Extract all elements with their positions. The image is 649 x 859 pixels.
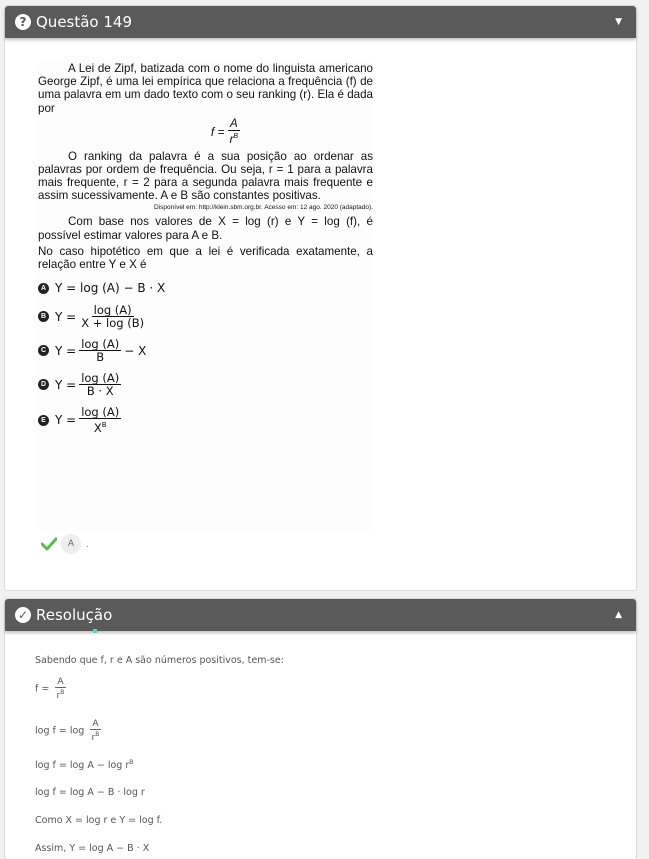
resolution-step-4: log f = log A − B · log r: [35, 787, 145, 798]
question-paragraph-3: Com base nos valores de X = log (r) e Y = log (f), é possível estimar valores para A e B.: [38, 215, 373, 242]
check-circle-icon: ✓: [15, 607, 31, 623]
resolution-title: Resolução: [36, 606, 113, 624]
expand-caret-icon[interactable]: ▲: [615, 610, 622, 620]
question-panel-header[interactable]: [5, 6, 636, 38]
question-circle-icon: ?: [15, 14, 31, 30]
option-e[interactable]: E Y = $\frac{\log (A)}{X^B}$: [38, 406, 373, 434]
checkmark-icon: [41, 537, 57, 551]
question-paragraph-2: O ranking da palavra é a sua posição ao ordenar as palavras por ordem de frequência. Ou seja, r = 1 para a palavra mais frequente, r = 2 para a segunda palavra mais frequente e assim sucessivamente. A e B são constantes positivas.: [38, 149, 373, 203]
option-c[interactable]: C Y = $\frac{\log (A)}{B}$ − X: [38, 338, 373, 363]
option-d[interactable]: D Y = $\frac{\log (A)}{B \cdot X}$: [38, 372, 373, 397]
cursor-marker: [93, 629, 97, 633]
question-panel: [4, 5, 637, 591]
resolution-step-1: f = $\frac{A}{r^B}$: [35, 677, 65, 701]
answer-badge: A: [61, 534, 81, 554]
question-prompt: No caso hipotético em que a lei é verificada exatamente, a relação entre Y e X é: [38, 244, 373, 272]
answer-row: [41, 534, 89, 554]
resolution-step-6: Assim, Y = log A − B · X: [35, 843, 150, 854]
resolution-step-5: Como X = log r e Y = log f.: [35, 815, 163, 826]
option-b[interactable]: B Y = $\frac{\log (A)}{X + \log (B)}$: [38, 304, 373, 329]
source-citation: Disponível em: http://klein.sbm.org.br. Acesso em: 12 ago. 2020 (adaptado).: [154, 204, 373, 212]
collapse-caret-icon[interactable]: ▼: [615, 17, 622, 27]
question-title: Questão 149: [36, 13, 133, 31]
answer-suffix: .: [86, 538, 89, 550]
question-paragraph-1: A Lei de Zipf, batizada com o nome do linguista americano George Zipf, é uma lei empírica que relaciona a frequência (f) de uma palavra em um dado texto com o seu ranking (r). Ela é dada por: [38, 62, 373, 115]
resolution-step-3: $\log f = \log A - \log r^B$: [35, 759, 134, 772]
option-a[interactable]: A Y = log (A) − B · X: [38, 281, 373, 295]
resolution-intro: Sabendo que f, r e A são números positivos, tem-se:: [35, 655, 284, 666]
resolution-panel-header[interactable]: [5, 599, 636, 631]
resolution-panel: [4, 598, 637, 859]
question-image: [38, 62, 373, 530]
resolution-step-2: log f = log $\frac{A}{r^B}$: [35, 719, 100, 743]
zipf-formula: f = $\frac{A}{r^B}$: [210, 117, 239, 146]
